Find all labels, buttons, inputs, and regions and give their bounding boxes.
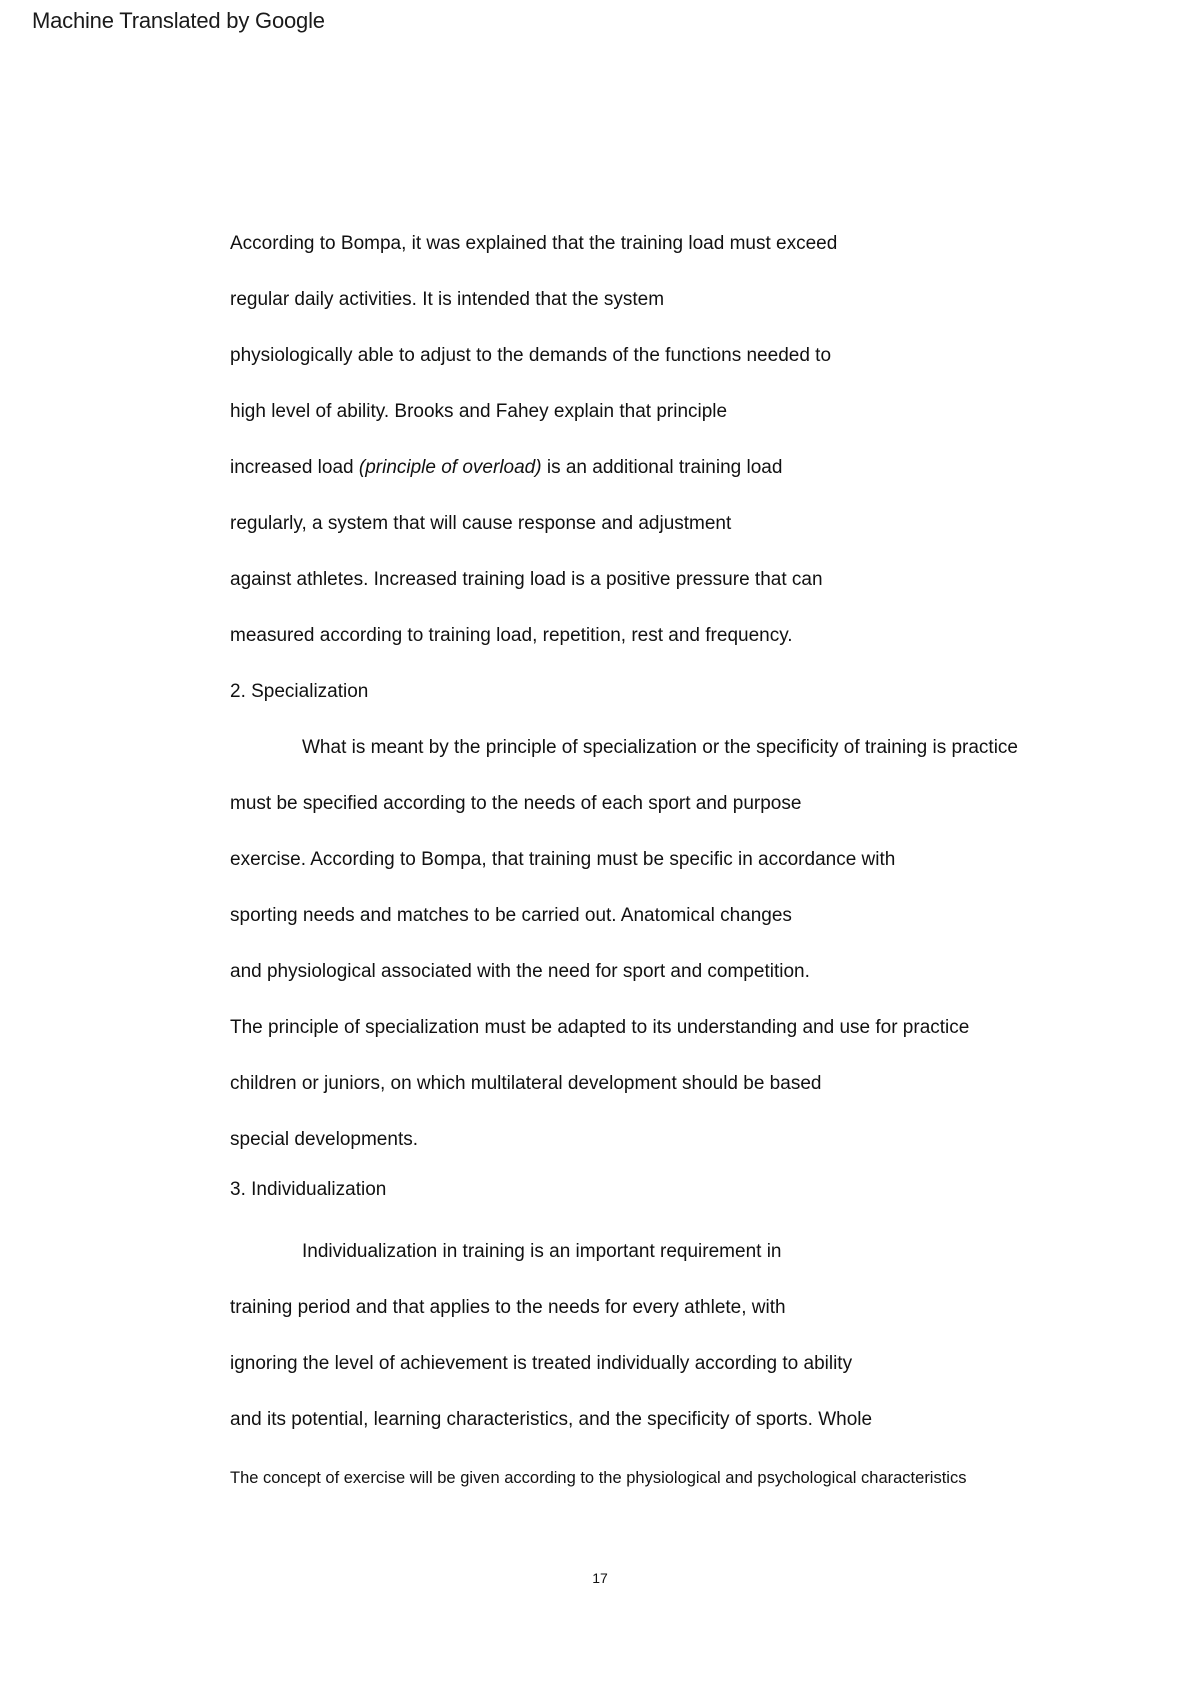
section-heading: 2. Specialization bbox=[230, 681, 369, 702]
text-segment: increased load bbox=[230, 457, 359, 478]
text-line: measured according to training load, repetition, rest and frequency. bbox=[230, 625, 793, 646]
text-line: must be specified according to the needs of each sport and purpose bbox=[230, 793, 802, 814]
text-line: ignoring the level of achievement is treated individually according to ability bbox=[230, 1353, 853, 1374]
page-number: 17 bbox=[592, 1570, 608, 1586]
text-line: physiologically able to adjust to the demands of the functions needed to bbox=[230, 345, 832, 366]
text-line: The concept of exercise will be given according to the physiological and psychological characteristics bbox=[230, 1469, 967, 1487]
text-line: sporting needs and matches to be carried out. Anatomical changes bbox=[230, 905, 792, 926]
text-line: regular daily activities. It is intended that the system bbox=[230, 289, 665, 310]
text-line: exercise. According to Bompa, that training must be specific in accordance with bbox=[230, 849, 896, 870]
text-line: and physiological associated with the need for sport and competition. bbox=[230, 961, 810, 982]
text-segment: is an additional training load bbox=[541, 457, 783, 478]
text-line: According to Bompa, it was explained that the training load must exceed bbox=[230, 233, 838, 254]
text-line: regularly, a system that will cause response and adjustment bbox=[230, 513, 732, 534]
text-line: children or juniors, on which multilateral development should be based bbox=[230, 1073, 822, 1094]
text-line: special developments. bbox=[230, 1129, 418, 1150]
text-line: against athletes. Increased training load is a positive pressure that can bbox=[230, 569, 823, 590]
italic-term: (principle of overload) bbox=[358, 457, 542, 478]
section-heading: 3. Individualization bbox=[230, 1179, 387, 1200]
text-line: high level of ability. Brooks and Fahey explain that principle bbox=[230, 401, 728, 422]
text-line: What is meant by the principle of specialization or the specificity of training is practice bbox=[302, 737, 1018, 758]
text-line: and its potential, learning characteristics, and the specificity of sports. Whole bbox=[230, 1409, 873, 1430]
text-line bbox=[230, 456, 782, 480]
text-line: The principle of specialization must be adapted to its understanding and use for practice bbox=[230, 1017, 970, 1038]
text-line: training period and that applies to the needs for every athlete, with bbox=[230, 1297, 786, 1318]
text-line: Individualization in training is an important requirement in bbox=[302, 1241, 782, 1262]
machine-translation-banner: Machine Translated by Google bbox=[32, 8, 325, 33]
